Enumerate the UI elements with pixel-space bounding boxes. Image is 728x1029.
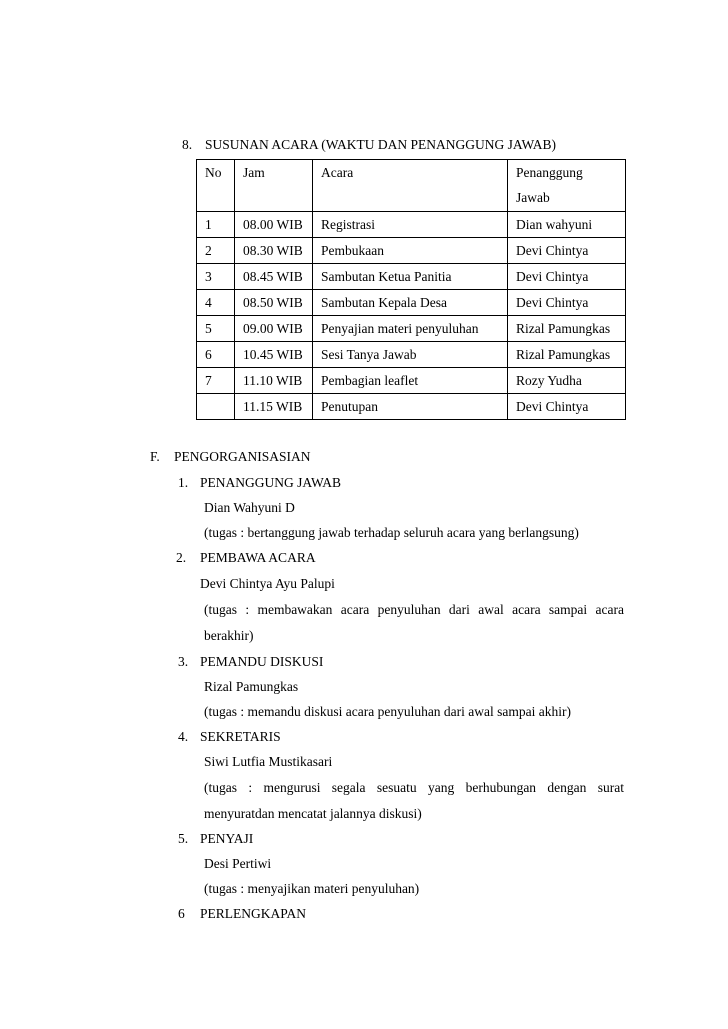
cell-acara: Pembagian leaflet <box>313 368 508 394</box>
item-4-task-line-2: menyuratdan mencatat jalannya diskusi) <box>204 806 422 821</box>
cell-jam: 11.15 WIB <box>235 394 313 420</box>
header-penanggung-jawab: Penanggung Jawab <box>508 160 626 212</box>
cell-pj: Rozy Yudha <box>508 368 626 394</box>
item-1-title: PENANGGUNG JAWAB <box>200 475 342 490</box>
cell-pj: Rizal Pamungkas <box>508 316 626 342</box>
cell-acara: Pembukaan <box>313 238 508 264</box>
item-3-task: (tugas : memandu diskusi acara penyuluhan dari awal sampai akhir) <box>204 704 572 719</box>
cell-jam: 08.00 WIB <box>235 212 313 238</box>
item-2-name: Devi Chintya Ayu Palupi <box>200 576 335 591</box>
item-4-name: Siwi Lutfia Mustikasari <box>204 754 333 769</box>
item-5-number: 5. <box>178 831 189 846</box>
item-4-task-line-1: (tugas : mengurusi segala sesuatu yang berhubungan dengan surat <box>204 780 624 795</box>
item-3-name: Rizal Pamungkas <box>204 679 299 694</box>
item-1-task: (tugas : bertanggung jawab terhadap seluruh acara yang berlangsung) <box>204 525 579 540</box>
cell-pj: Devi Chintya <box>508 264 626 290</box>
cell-acara: Registrasi <box>313 212 508 238</box>
cell-no: 6 <box>197 342 235 368</box>
cell-jam: 08.30 WIB <box>235 238 313 264</box>
cell-jam: 08.50 WIB <box>235 290 313 316</box>
cell-jam: 11.10 WIB <box>235 368 313 394</box>
cell-no <box>197 394 235 420</box>
schedule-table <box>196 159 626 420</box>
header-acara: Acara <box>313 160 508 212</box>
table-row <box>197 316 626 342</box>
section-8-title: SUSUNAN ACARA (WAKTU DAN PENANGGUNG JAWAB) <box>205 137 557 152</box>
table-header-row <box>197 160 626 212</box>
section-8-number: 8. <box>182 137 193 152</box>
table-row <box>197 342 626 368</box>
item-1-name: Dian Wahyuni D <box>204 500 295 515</box>
cell-jam: 10.45 WIB <box>235 342 313 368</box>
item-6-number: 6 <box>178 906 185 921</box>
header-no: No <box>197 160 235 212</box>
item-5-title: PENYAJI <box>200 831 254 846</box>
cell-jam: 08.45 WIB <box>235 264 313 290</box>
cell-pj: Rizal Pamungkas <box>508 342 626 368</box>
header-jam: Jam <box>235 160 313 212</box>
table-row <box>197 368 626 394</box>
item-2-task-line-1: (tugas : membawakan acara penyuluhan dari awal acara sampai acara <box>204 602 624 617</box>
table-row <box>197 212 626 238</box>
cell-acara: Penyajian materi penyuluhan <box>313 316 508 342</box>
cell-no: 7 <box>197 368 235 394</box>
cell-no: 3 <box>197 264 235 290</box>
table-row <box>197 238 626 264</box>
item-2-title: PEMBAWA ACARA <box>200 550 316 565</box>
table-row <box>197 264 626 290</box>
item-2-number: 2. <box>176 550 187 565</box>
cell-acara: Sambutan Kepala Desa <box>313 290 508 316</box>
cell-acara: Sambutan Ketua Panitia <box>313 264 508 290</box>
cell-no: 1 <box>197 212 235 238</box>
cell-pj: Dian wahyuni <box>508 212 626 238</box>
cell-no: 2 <box>197 238 235 264</box>
table-row <box>197 290 626 316</box>
cell-no: 5 <box>197 316 235 342</box>
item-1-number: 1. <box>178 475 189 490</box>
cell-acara: Sesi Tanya Jawab <box>313 342 508 368</box>
cell-pj: Devi Chintya <box>508 394 626 420</box>
item-2-task-line-2: berakhir) <box>204 628 254 643</box>
cell-pj: Devi Chintya <box>508 238 626 264</box>
item-3-title: PEMANDU DISKUSI <box>200 654 324 669</box>
item-5-task: (tugas : menyajikan materi penyuluhan) <box>204 881 420 896</box>
item-3-number: 3. <box>178 654 189 669</box>
cell-no: 4 <box>197 290 235 316</box>
item-4-title: SEKRETARIS <box>200 729 281 744</box>
cell-jam: 09.00 WIB <box>235 316 313 342</box>
item-5-name: Desi Pertiwi <box>204 856 272 871</box>
section-f-letter: F. <box>150 449 160 464</box>
item-4-number: 4. <box>178 729 189 744</box>
item-6-title: PERLENGKAPAN <box>200 906 307 921</box>
table-row <box>197 394 626 420</box>
cell-acara: Penutupan <box>313 394 508 420</box>
cell-pj: Devi Chintya <box>508 290 626 316</box>
section-f-title: PENGORGANISASIAN <box>174 449 311 464</box>
